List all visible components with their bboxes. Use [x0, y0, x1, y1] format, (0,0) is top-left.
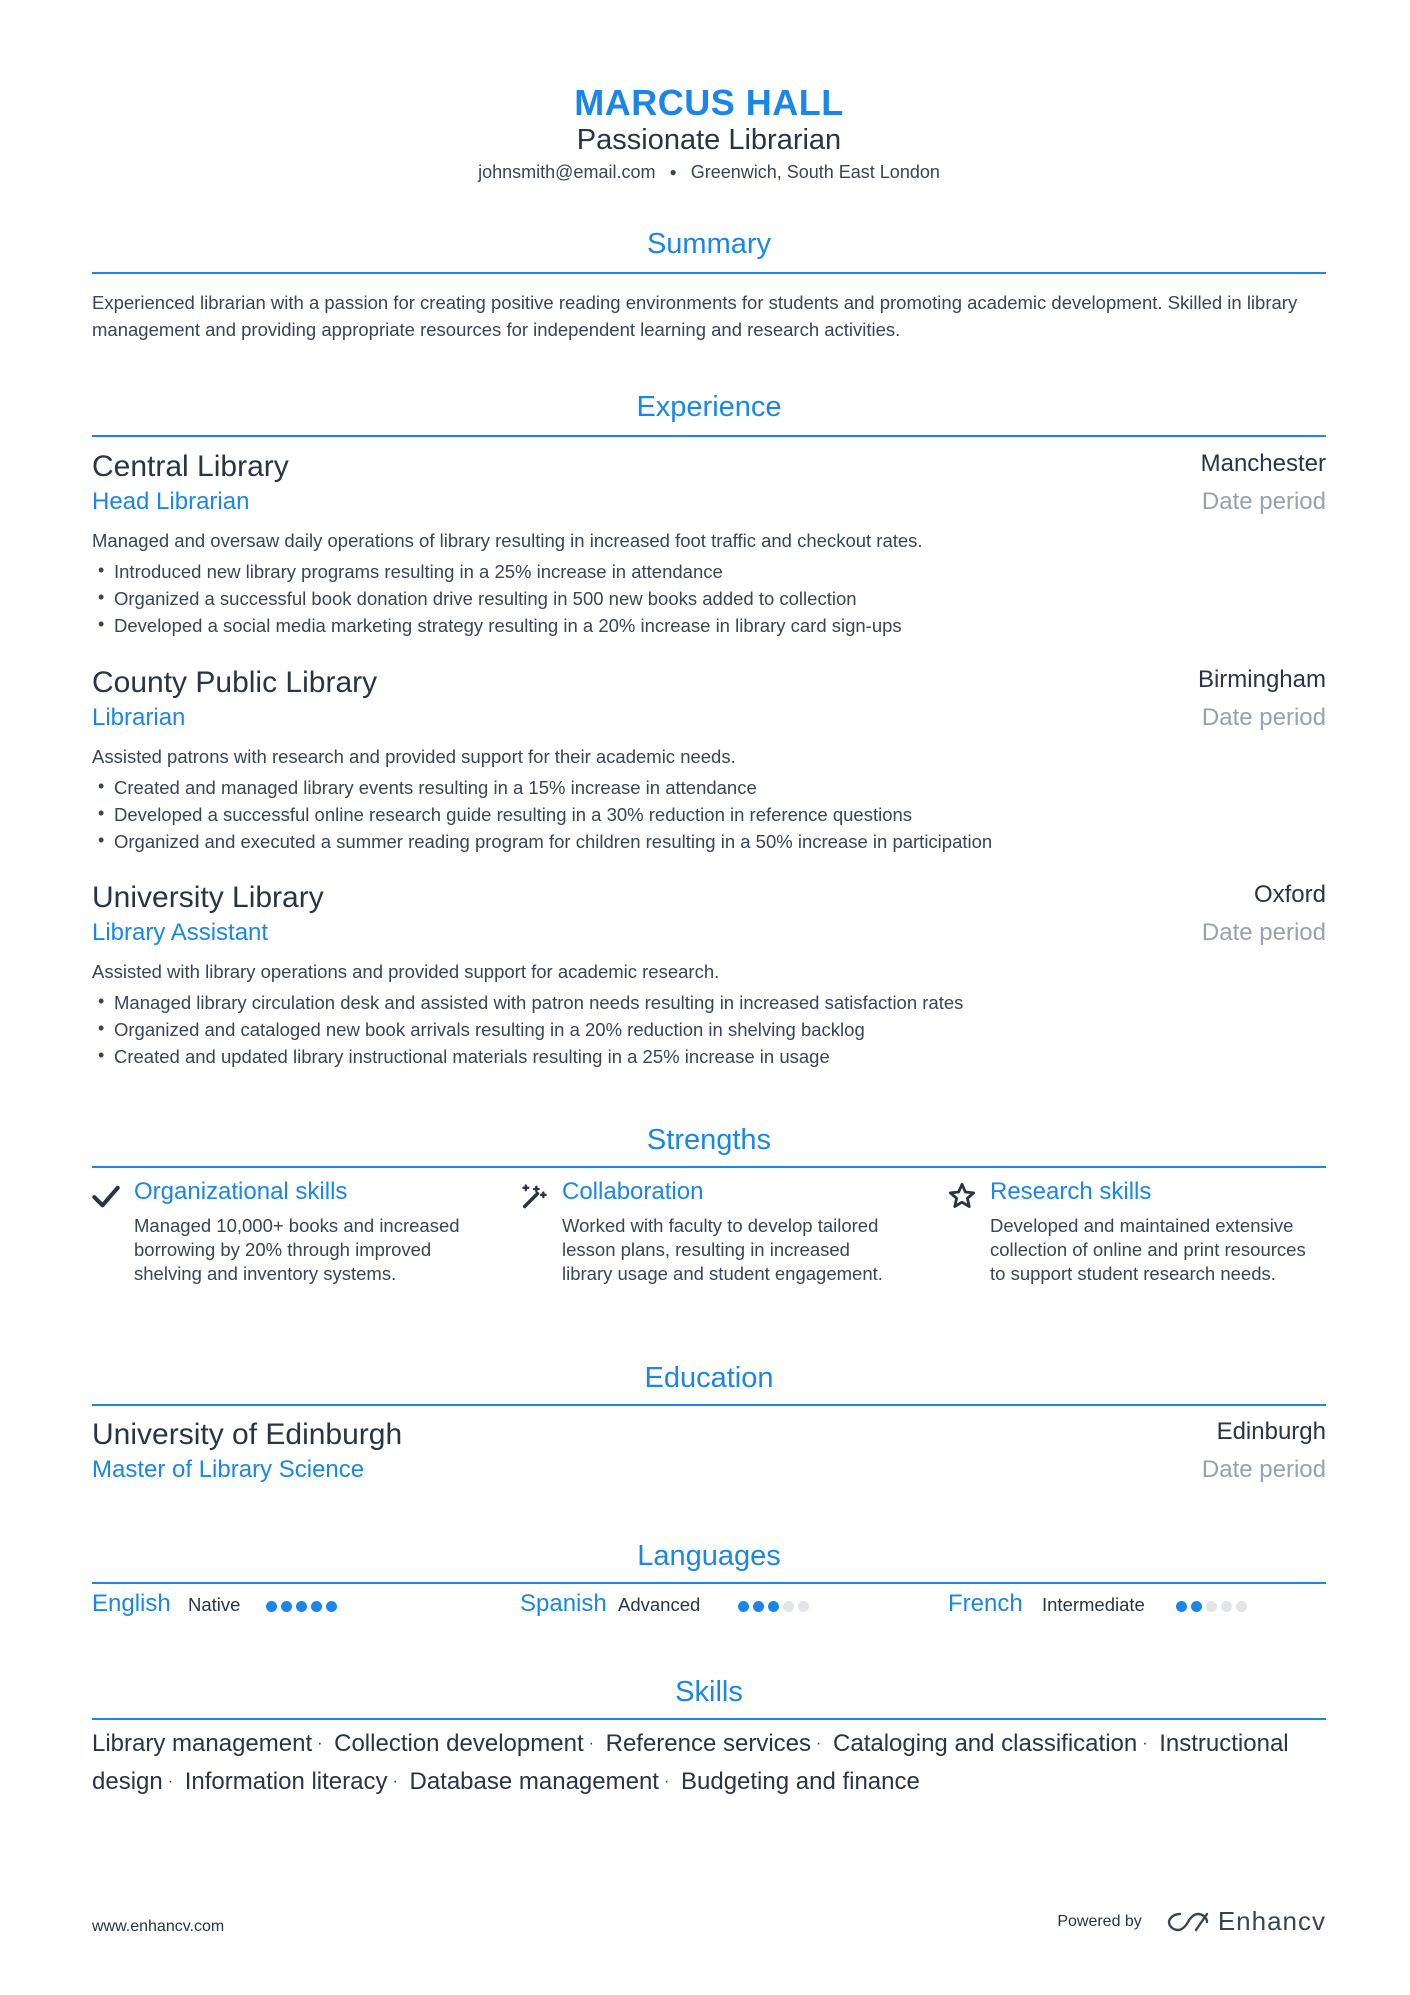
footer-branding: [1057, 1906, 1326, 1937]
enhancv-logo[interactable]: [1166, 1906, 1326, 1937]
strength-description: Managed 10,000+ books and increased borrowing by 20% through improved shelving and inventory systems.: [134, 1215, 460, 1284]
rating-dot-filled: [326, 1601, 337, 1612]
skill-item: Library management: [92, 1730, 313, 1757]
language-rating: [266, 1601, 337, 1612]
education-period: Date period: [1201, 1456, 1326, 1483]
rating-dot-filled: [311, 1601, 322, 1612]
bullet-item: • Created and updated library instructional materials resulting in a 25% increase in usage: [92, 1043, 963, 1070]
skill-separator: ·: [317, 1735, 323, 1752]
candidate-title: Passionate Librarian: [576, 124, 842, 156]
bullet-item: • Introduced new library programs resulting in a 25% increase in attendance: [92, 558, 902, 585]
job-period: Date period: [1201, 919, 1326, 946]
language-level: Advanced: [618, 1594, 701, 1615]
section-heading-summary: Summary: [646, 228, 772, 260]
skill-item: Cataloging and classification: [833, 1730, 1138, 1757]
brand-name: Enhancv: [1217, 1906, 1326, 1936]
star-icon: [948, 1182, 976, 1210]
language-level: Intermediate: [1042, 1594, 1145, 1615]
section-divider: [92, 272, 1326, 274]
company-name: Central Library: [92, 450, 289, 483]
language-name: Spanish: [520, 1590, 607, 1617]
contact-separator: ●: [669, 165, 677, 179]
job-description: Assisted patrons with research and provided support for their academic needs.: [92, 746, 736, 767]
strength-description: Developed and maintained extensive collection of online and print resources to support student research needs.: [990, 1215, 1306, 1284]
skill-separator: ·: [167, 1773, 174, 1790]
skill-separator: ·: [663, 1773, 670, 1790]
company-name: County Public Library: [92, 666, 378, 699]
section-heading-languages: Languages: [637, 1540, 781, 1572]
rating-dot-filled: [753, 1601, 764, 1612]
skill-item: Information literacy: [184, 1768, 388, 1795]
job-location: Manchester: [1200, 450, 1326, 477]
education-location: Edinburgh: [1216, 1418, 1326, 1445]
job-period: Date period: [1201, 704, 1326, 731]
skills-list: [92, 1726, 1326, 1802]
job-bullets: [92, 774, 992, 855]
contact-email[interactable]: johnsmith@email.com: [478, 162, 656, 182]
job-location: Oxford: [1253, 881, 1326, 908]
job-location: Birmingham: [1197, 666, 1326, 693]
skill-separator: ·: [1142, 1735, 1148, 1752]
rating-dot-empty: [798, 1601, 809, 1612]
strength-title: Research skills: [990, 1178, 1152, 1205]
language-rating: [1176, 1601, 1247, 1612]
contact-location: Greenwich, South East London: [690, 162, 940, 182]
section-divider: [92, 1404, 1326, 1406]
enhancv-logo-icon: [1166, 1910, 1210, 1934]
rating-dot-filled: [281, 1601, 292, 1612]
school-name: University of Edinburgh: [92, 1418, 403, 1451]
bullet-item: • Created and managed library events resulting in a 15% increase in attendance: [92, 774, 992, 801]
job-role: Librarian: [92, 704, 186, 731]
section-divider: [92, 1582, 1326, 1584]
rating-dot-empty: [1206, 1601, 1217, 1612]
rating-dot-filled: [1176, 1601, 1187, 1612]
skill-item: Budgeting and finance: [680, 1768, 920, 1795]
language-name: French: [948, 1590, 1023, 1617]
job-description: Managed and oversaw daily operations of library resulting in increased foot traffic and checkout rates.: [92, 530, 923, 551]
skill-separator: ·: [588, 1735, 594, 1752]
strength-description: Worked with faculty to develop tailored lesson plans, resulting in increased library usage and student engagement.: [562, 1215, 883, 1284]
section-heading-education: Education: [644, 1362, 774, 1394]
rating-dot-filled: [768, 1601, 779, 1612]
skill-item: Database management: [409, 1768, 659, 1795]
rating-dot-filled: [296, 1601, 307, 1612]
job-period: Date period: [1201, 488, 1326, 515]
bullet-item: • Organized a successful book donation drive resulting in 500 new books added to collection: [92, 585, 902, 612]
summary-text: Experienced librarian with a passion for creating positive reading environments for students and promoting academic development. Skilled in library management and providing appropriate resources for independent learning and research activities.: [92, 292, 1298, 340]
bullet-item: • Organized and executed a summer reading program for children resulting in a 50% increase in participation: [92, 828, 992, 855]
section-divider: [92, 1166, 1326, 1168]
bullet-item: • Organized and cataloged new book arrivals resulting in a 20% reduction in shelving backlog: [92, 1016, 963, 1043]
section-divider: [92, 1718, 1326, 1720]
job-description: Assisted with library operations and provided support for academic research.: [92, 961, 720, 982]
job-role: Library Assistant: [92, 919, 269, 946]
job-bullets: [92, 989, 963, 1070]
skill-separator: ·: [392, 1773, 398, 1790]
skill-separator: ·: [816, 1735, 822, 1752]
skill-item: Instructional design: [92, 1730, 1289, 1795]
skill-item: Reference services: [605, 1730, 812, 1757]
job-role: Head Librarian: [92, 488, 250, 515]
language-level: Native: [188, 1594, 241, 1615]
checkmark-icon: [92, 1182, 120, 1210]
footer-website[interactable]: www.enhancv.com: [92, 1918, 225, 1935]
language-rating: [738, 1601, 809, 1612]
section-divider: [92, 435, 1326, 437]
company-name: University Library: [92, 881, 324, 914]
magic-wand-icon: [520, 1182, 548, 1210]
rating-dot-filled: [1191, 1601, 1202, 1612]
powered-by-label: Powered by: [1057, 1912, 1142, 1930]
degree-name: Master of Library Science: [92, 1456, 365, 1483]
language-name: English: [92, 1590, 171, 1617]
strength-title: Organizational skills: [134, 1178, 348, 1205]
candidate-name: MARCUS HALL: [574, 82, 844, 123]
section-heading-skills: Skills: [675, 1676, 743, 1708]
bullet-item: • Developed a social media marketing strategy resulting in a 20% increase in library card sign-ups: [92, 612, 902, 639]
rating-dot-empty: [1236, 1601, 1247, 1612]
rating-dot-filled: [738, 1601, 749, 1612]
strength-title: Collaboration: [562, 1178, 704, 1205]
job-bullets: [92, 558, 902, 639]
contact-line: [92, 162, 1326, 183]
section-heading-strengths: Strengths: [646, 1124, 772, 1156]
bullet-item: • Developed a successful online research guide resulting in a 30% reduction in reference questions: [92, 801, 992, 828]
skill-item: Collection development: [334, 1730, 584, 1757]
rating-dot-empty: [783, 1601, 794, 1612]
rating-dot-filled: [266, 1601, 277, 1612]
rating-dot-empty: [1221, 1601, 1232, 1612]
bullet-item: • Managed library circulation desk and assisted with patron needs resulting in increased satisfaction rates: [92, 989, 963, 1016]
section-heading-experience: Experience: [636, 391, 782, 423]
